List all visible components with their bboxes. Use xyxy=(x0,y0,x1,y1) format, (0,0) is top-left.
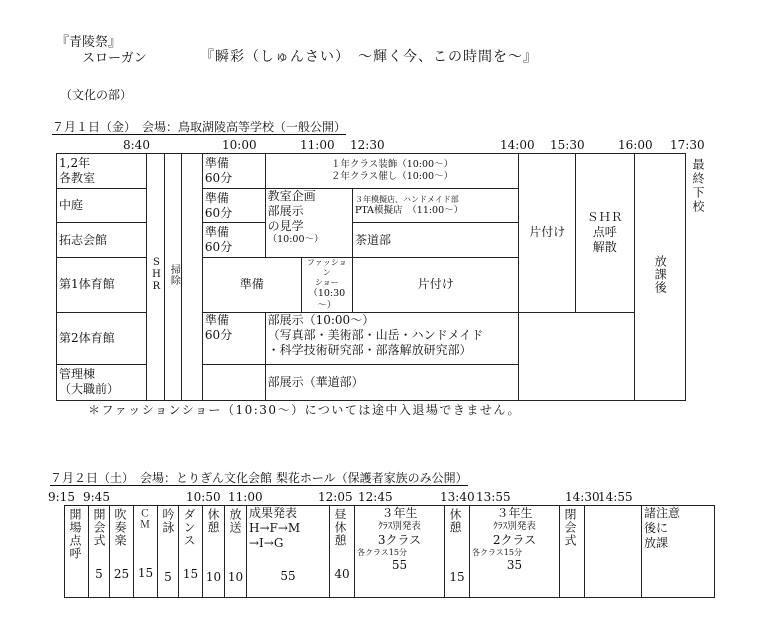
day2-time-1: 9:45 xyxy=(83,490,110,504)
section-label: （文化の部） xyxy=(60,88,133,102)
item-dance: ダンス 15 xyxy=(179,506,203,598)
club-tour: 教室企画 部展示 の見学 （10:00～） xyxy=(265,189,352,258)
day2-time-8: 14:30 xyxy=(565,490,600,504)
day2-schedule-table xyxy=(64,505,715,598)
day2-time-7: 13:55 xyxy=(476,490,511,504)
day2-time-2: 10:50 xyxy=(186,490,221,504)
day2-time-5: 12:45 xyxy=(358,490,393,504)
item-opening-ceremony: 開会式 5 xyxy=(89,506,110,598)
day2-heading: ７月２日（土） 会場：とりぎん文化会館 梨花ホール（保護者家族のみ公開） xyxy=(50,471,468,485)
blank-column xyxy=(182,154,203,401)
slogan-text: 『瞬彩（しゅんさい） ～輝く今、この時間を～』 xyxy=(200,49,538,65)
item-brass-band: 吹奏楽 25 xyxy=(110,506,134,598)
after-school: 放課後 xyxy=(634,154,685,401)
fashion-note: ＊ファッションショー（10:30～）については途中入退場できません。 xyxy=(88,403,522,417)
item-open-rollcall: 開場点呼 xyxy=(65,506,89,598)
item-break-2: 休憩 15 xyxy=(445,506,470,598)
day1-time-5: 15:30 xyxy=(550,138,585,152)
blank-late xyxy=(519,312,634,400)
tea-ceremony: 茶道部 xyxy=(352,223,519,258)
day1-time-2: 11:00 xyxy=(300,138,335,152)
item-results-presentation: 成果発表 H→F→M →I→G 55 xyxy=(247,506,330,598)
item-poem-recital: 吟詠 5 xyxy=(158,506,179,598)
fashion-show: ファッション ショー （10:30～） xyxy=(301,258,352,313)
prep-gym1: 準備 xyxy=(202,258,301,313)
day1-time-6: 16:00 xyxy=(618,138,653,152)
item-blank xyxy=(585,506,642,598)
day2-time-3: 11:00 xyxy=(228,490,263,504)
venue-gym2: 第2体育館 xyxy=(57,312,147,364)
item-notices-dismissal: 諸注意 後に 放課 xyxy=(642,506,715,598)
cleaning-cell: 掃除 xyxy=(164,154,181,401)
day1-heading: ７月１日（金） 会場：鳥取湖陵高等学校（一般公開） xyxy=(52,120,347,134)
day1-time-3: 12:30 xyxy=(350,138,385,152)
venue-takushi: 拓志会館 xyxy=(57,223,147,258)
prep-takushi: 準備 60分 xyxy=(202,223,265,258)
item-grade3-class-2: ３年生 ｸﾗｽ別発表 2クラス 各クラス15分 35 xyxy=(470,506,560,598)
venue-courtyard: 中庭 xyxy=(57,189,147,223)
flower-exhibit: 部展示（華道部） xyxy=(265,364,519,400)
day1-time-7: 17:30 xyxy=(670,138,705,152)
item-lunch-break: 昼休憩 40 xyxy=(330,506,355,598)
item-cm: ＣＭ 15 xyxy=(134,506,158,598)
venue-classroom: 1,2年 各教室 xyxy=(57,154,147,189)
day1-time-1: 10:00 xyxy=(222,138,257,152)
day2-time-4: 12:05 xyxy=(318,490,353,504)
shr-roll-call: ＳＨＲ 点呼 解散 xyxy=(575,154,634,313)
day2-time-9: 14:55 xyxy=(598,490,633,504)
blank-admin xyxy=(202,364,265,400)
day1-schedule-table xyxy=(56,153,686,401)
festival-title: 『青陵祭』 xyxy=(56,35,122,50)
venue-gym1: 第1体育館 xyxy=(57,258,147,313)
shr-cell: SHR xyxy=(147,154,164,401)
day2-time-0: 9:15 xyxy=(48,490,75,504)
prep-courtyard: 準備 60分 xyxy=(202,189,265,223)
cleanup-right: 片付け xyxy=(519,154,576,313)
club-exhibit: 部展示（10:00～） （写真部・美術部・山岳・ハンドメイド ・科学技術研究部・部落解放研究部） xyxy=(265,312,519,364)
prep-classroom: 準備 60分 xyxy=(202,154,265,189)
day2-time-6: 13:40 xyxy=(440,490,475,504)
shops: ３年模擬店、ハンドメイド部 PTA模擬店 （11:00～） xyxy=(352,189,519,223)
day1-time-0: 8:40 xyxy=(123,138,150,152)
cleanup-gym1: 片付け xyxy=(352,258,519,313)
slogan-label: スローガン xyxy=(82,51,147,66)
class-activities: １年クラス装飾（10:00～） ２年クラス催し（10:00～） xyxy=(265,154,519,189)
item-break-1: 休憩 10 xyxy=(203,506,225,598)
item-broadcast: 放送 10 xyxy=(225,506,247,598)
prep-gym2: 準備 60分 xyxy=(202,312,265,364)
item-closing-ceremony: 閉会式 xyxy=(560,506,585,598)
day1-time-4: 14:00 xyxy=(500,138,535,152)
item-grade3-class-3: ３年生 ｸﾗｽ別発表 3クラス 各クラス15分 55 xyxy=(355,506,445,598)
final-leave-label: 最終下校 xyxy=(691,158,705,214)
venue-admin: 管理棟 （大職前） xyxy=(57,364,147,400)
